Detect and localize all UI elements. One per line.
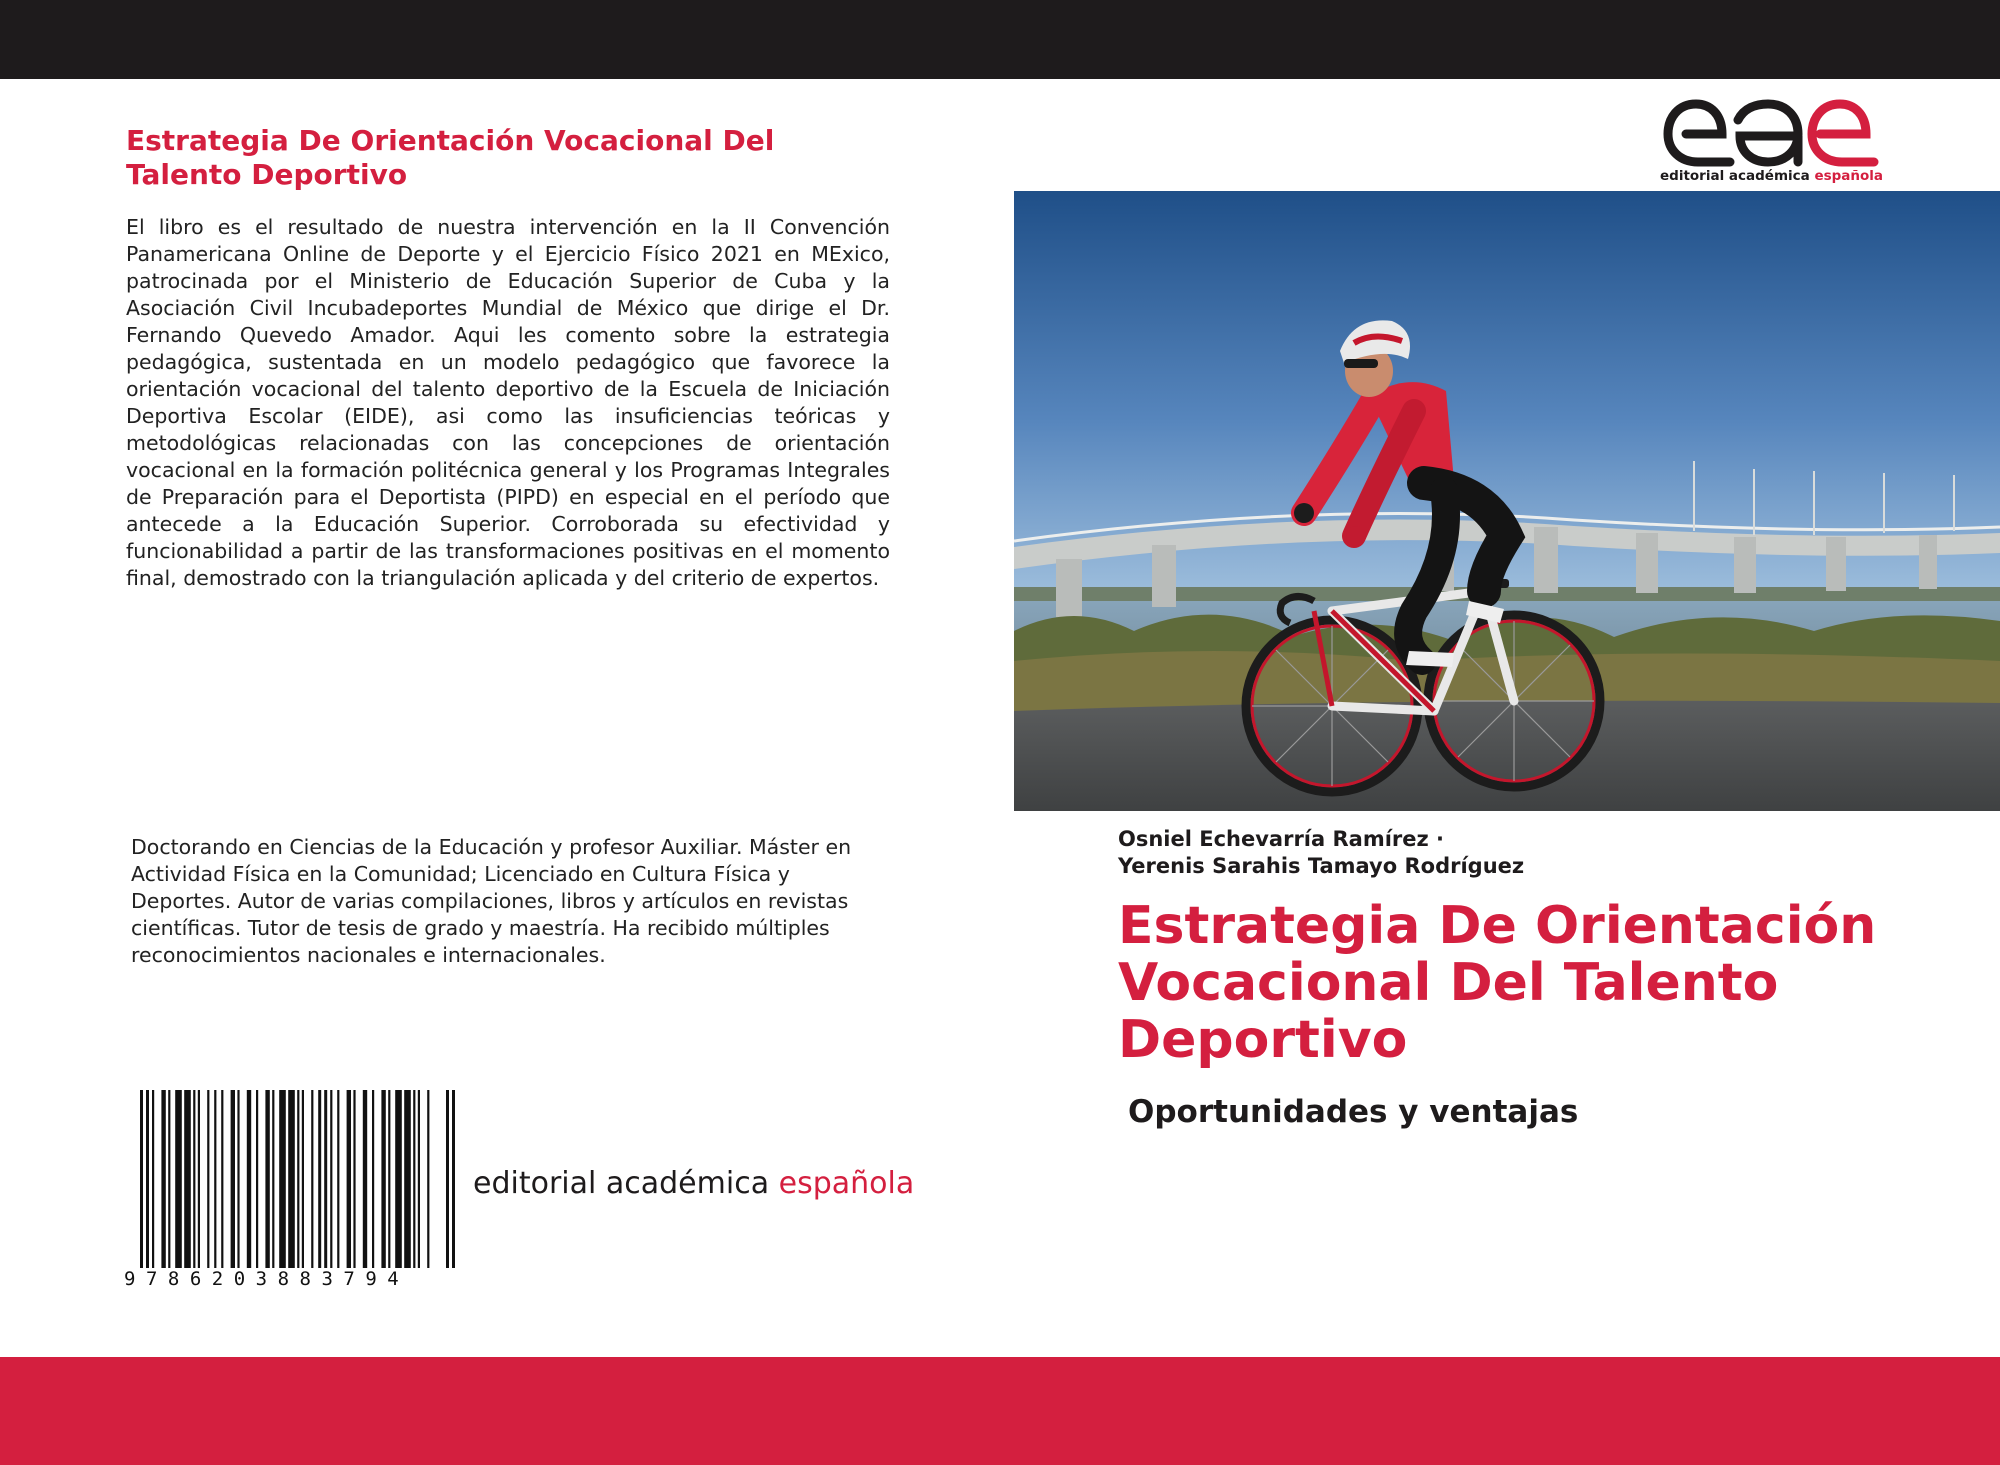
isbn-digits: 9786203883794: [124, 1268, 458, 1292]
barcode-bar: [347, 1090, 351, 1268]
publisher-logo: [1660, 96, 1882, 190]
logo-caption: [1660, 168, 1882, 184]
front-cover-title: Estrategia De Orientación Vocacional Del Talento Deportivo: [1118, 896, 1877, 1070]
back-cover-title: Estrategia De Orientación Vocacional Del Talento Deportivo: [126, 124, 775, 191]
barcode-bar: [427, 1090, 429, 1268]
barcode-bar: [161, 1090, 165, 1268]
barcode-bar: [184, 1090, 191, 1268]
cover-photo: [1014, 191, 2000, 811]
barcode-bar: [207, 1090, 209, 1268]
barcode-bar: [221, 1090, 223, 1268]
barcode-bar: [311, 1090, 313, 1268]
barcode-bar: [395, 1090, 402, 1268]
barcode-bar: [175, 1090, 182, 1268]
barcode-bar: [265, 1090, 269, 1268]
barcode-bar: [330, 1090, 332, 1268]
barcode-bar: [256, 1090, 258, 1268]
author-bio: Doctorando en Ciencias de la Educación y profesor Auxiliar. Máster en Actividad Física en la Comunidad; Licenciado en Cultura Física y Deportes. Autor de varias compilaciones, libros y artículos en revistas científicas. Tutor de tesis de grado y maestría. Ha recibido múltiples reconocimientos nacionales e internacionales.: [131, 835, 852, 967]
barcode-bar: [388, 1090, 390, 1268]
barcode: [124, 1090, 458, 1290]
barcode-bar: [324, 1090, 327, 1285]
barcode-bar: [337, 1090, 339, 1268]
barcode-bar: [231, 1090, 235, 1268]
barcode-bar: [413, 1090, 415, 1268]
barcode-bar: [214, 1090, 216, 1268]
barcode-bar: [272, 1090, 274, 1268]
barcode-bar: [237, 1090, 239, 1268]
back-publisher-main: editorial académica: [473, 1166, 779, 1201]
back-publisher-name: [473, 1166, 914, 1201]
author-1: Osniel Echevarría Ramírez ·: [1118, 827, 1445, 851]
authors: [1118, 826, 1988, 880]
barcode-bar: [363, 1090, 367, 1268]
barcode-bar: [288, 1090, 295, 1268]
barcode-bar: [198, 1090, 200, 1268]
barcode-bar: [193, 1090, 195, 1268]
barcode-bar: [404, 1090, 411, 1268]
barcode-bar: [418, 1090, 420, 1268]
barcode-bar: [446, 1090, 449, 1285]
front-cover-subtitle: Oportunidades y ventajas: [1128, 1094, 1579, 1130]
barcode-bar: [279, 1090, 286, 1268]
barcode-bar: [297, 1090, 299, 1268]
logo-caption-main: editorial académica: [1660, 168, 1815, 184]
author-2: Yerenis Sarahis Tamayo Rodríguez: [1118, 854, 1525, 878]
barcode-bar: [452, 1090, 455, 1285]
back-publisher-accent: española: [778, 1166, 915, 1201]
barcode-bar: [168, 1090, 170, 1268]
barcode-bar: [372, 1090, 374, 1268]
barcode-bar: [140, 1090, 143, 1285]
barcode-bar: [353, 1090, 355, 1268]
eae-logo-icon: [1660, 96, 1882, 168]
logo-caption-accent: española: [1814, 168, 1884, 184]
top-band: [0, 0, 2000, 79]
barcode-bar: [318, 1090, 321, 1285]
barcode-bar: [381, 1090, 385, 1268]
back-cover-blurb: El libro es el resultado de nuestra intervención en la II Convención Panamericana Online de Deporte y el Ejercicio Físico 2021 en MExico, patrocinada por el Ministerio de Educación Superior de Cuba y la Asociación Civil Incubadeportes Mundial de México que dirige el Dr. Fernando Quevedo Amador. Aqui les comento sobre la estrategia pedagógica, sustentada en un modelo pedagógico que favorece la orientación vocacional del talento deportivo de la Escuela de Iniciación Deportiva Escolar (EIDE), asi como las insuficiencias teóricas y metodológicas relacionadas con las concepciones de orientación vocacional en la formación politécnica general y los Programas Integrales de Preparación para el Deportista (PIPD) en especial en el período que antecede a la Educación Superior. Corroborada su efectividad y funcionabilidad a partir de las transformaciones positivas en el momento final, demostrado con la triangulación aplicada y del criterio de expertos.: [126, 215, 890, 590]
barcode-bar: [152, 1090, 154, 1268]
barcode-bar: [146, 1090, 149, 1285]
barcode-bar: [247, 1090, 251, 1268]
cyclist-on-bridge-photo: [1014, 191, 2000, 811]
bottom-band: [0, 1357, 2000, 1465]
barcode-bar: [302, 1090, 304, 1268]
